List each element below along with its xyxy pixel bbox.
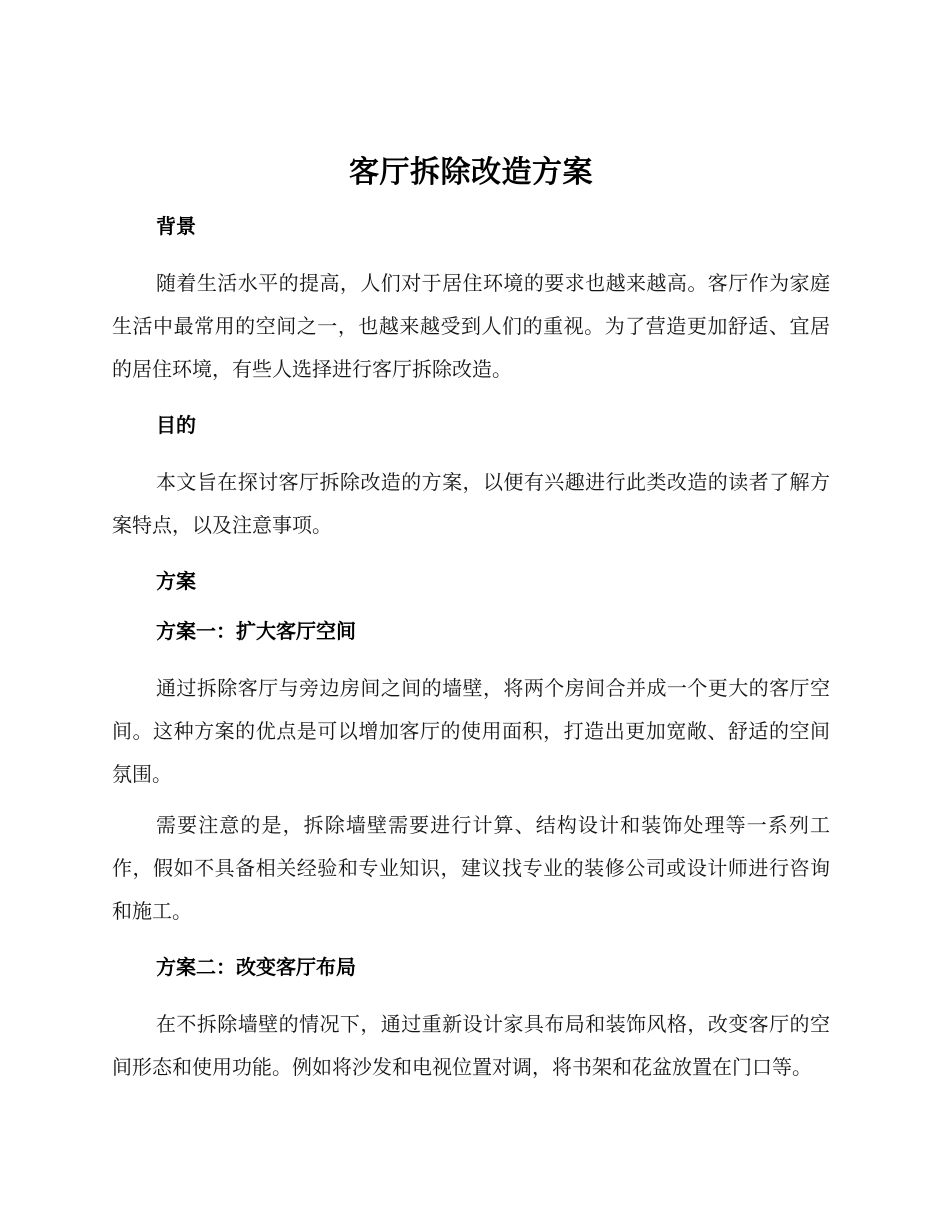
section-heading-plans: 方案 — [156, 569, 196, 593]
section-heading-plan-two: 方案二：改变客厅布局 — [156, 955, 356, 979]
plan-one-paragraph-1: 通过拆除客厅与旁边房间之间的墙壁，将两个房间合并成一个更大的客厅空间。这种方案的优点是可以增加客厅的使用面积，打造出更加宽敞、舒适的空间氛围。 — [112, 676, 830, 786]
document-content — [112, 148, 830, 1089]
section-heading-background: 背景 — [156, 214, 196, 238]
section-heading-plan-one: 方案一：扩大客厅空间 — [156, 619, 356, 643]
section-heading-purpose: 目的 — [156, 413, 196, 437]
document-title: 客厅拆除改造方案 — [349, 155, 593, 190]
plan-one-paragraph-2: 需要注意的是，拆除墙壁需要进行计算、结构设计和装饰处理等一系列工作，假如不具备相关经验和专业知识，建议找专业的装修公司或设计师进行咨询和施工。 — [112, 813, 830, 923]
plan-two-paragraph: 在不拆除墙壁的情况下，通过重新设计家具布局和装饰风格，改变客厅的空间形态和使用功能。例如将沙发和电视位置对调，将书架和花盆放置在门口等。 — [112, 1012, 830, 1079]
purpose-paragraph: 本文旨在探讨客厅拆除改造的方案，以便有兴趣进行此类改造的读者了解方案特点，以及注意事项。 — [112, 470, 830, 537]
background-paragraph: 随着生活水平的提高，人们对于居住环境的要求也越来越高。客厅作为家庭生活中最常用的空间之一，也越来越受到人们的重视。为了营造更加舒适、宜居的居住环境，有些人选择进行客厅拆除改造。 — [112, 271, 830, 381]
